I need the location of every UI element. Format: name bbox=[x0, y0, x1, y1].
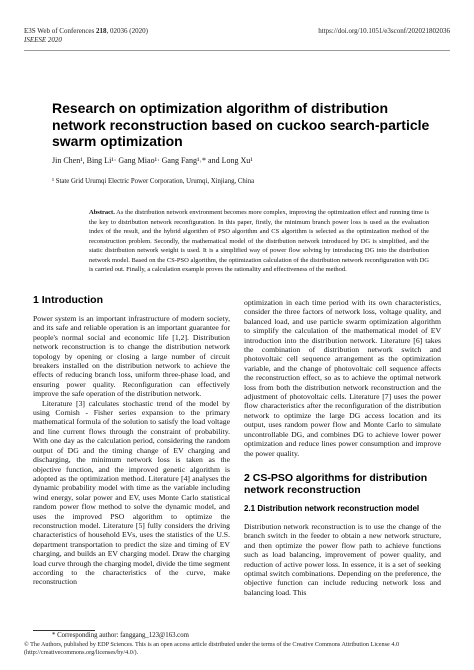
intro-paragraph-3: optimization in each time period with its own characteristics, consider the three factors of network loss, voltage quality, and balanced load, and use particle swarm optimization algorithm to simplify the calculation of the mathematical model of EV introduction into the distribution network. Literature [6] takes the combination of distribution network switch and photovoltaic cell sequence arrangement as the optimization variable, and the change of photovoltaic cell sequence affects the reconstruction effect, so as to achieve the optimal network loss from both the distribution network reconstruction and the adjustment of photovoltaic cells. Literature [7] uses the power flow characteristics after the reconfiguration of the distribution network to optimize the large DG access location and its output, uses random power flow and Monte Carlo to simulate uncontrollable DG, and combines DG to achieve lower power optimization and reduce lines power consumption and improve the power quality. bbox=[244, 298, 441, 458]
header-rule bbox=[24, 50, 450, 51]
abstract bbox=[89, 208, 429, 275]
paper-title: Research on optimization algorithm of distribution network reconstruction based on cuckoo search-particle swarm optimization bbox=[52, 100, 430, 149]
intro-paragraph-2: Literature [3] calculates stochastic trend of the model by using Cornish - Fisher series expansion to the primary mathematical formula of the solution to satisfy the load voltage and line current flows through the constraint of probability. With one day as the calculation period, considering the random output of DG and the timing change of EV charging and discharging, the minimum network loss is taken as the objective function, and the improved genetic algorithm is adopted as the optimization method. Literature [4] analyses the dynamic probability model with time as the variable including wind energy, solar power and EV, uses Monte Carlo statistical random power flow method to solve the dynamic model, and uses the improved PSO algorithm to optimize the reconstruction model. Literature [5] fully considers the driving characteristics of household EVs, uses the statistics of the U.S. department transportation to predict the size and timing of EV charging, and builds an EV charging model. Draw the charging load curve through the charging model, divide the time segment according to the characteristics of the curve, make reconstruction bbox=[33, 398, 230, 587]
section-heading-cs-pso: 2 CS-PSO algorithms for distribution network reconstruction bbox=[244, 471, 428, 496]
doi-link[interactable]: https://doi.org/10.1051/e3sconf/202021802036 bbox=[318, 27, 450, 35]
license-notice: © The Authors, published by EDP Sciences. This is an open access article distributed under the terms of the Creative Commons Attribution License 4.0 (http://creativecommons.org/licenses/by/4.0/). bbox=[24, 641, 400, 657]
article-number: , 02036 (2020) bbox=[106, 27, 148, 35]
event-name: ISEESE 2020 bbox=[24, 36, 62, 44]
right-column bbox=[244, 298, 441, 597]
footnote-rule bbox=[33, 630, 95, 631]
volume-number: 218 bbox=[96, 27, 107, 35]
abstract-label: Abstract. bbox=[89, 209, 115, 216]
left-column bbox=[33, 294, 230, 587]
journal-line bbox=[24, 27, 148, 36]
abstract-text: As the distribution network environment becomes more complex, improving the optimization effect and running time is the key to distribution network reconfiguration. In this paper, firstly, the minimum branch power loss is used as the evaluation index of the result, and the hybrid algorithm of PSO algorithm and CS algorithm is selected as the optimization method of the reconstruction problem. Secondly, the mathematical model of the distribution network introduced by DG is simplified, and the static distribution network weight is used. It is a simplified way of power flow solving by introducing DG into the distribution network model. Based on the CS-PSO algorithm, the optimization calculation of the distribution network reconfiguration with DG is carried out. Finally, a calculation example proves the rationality and effectiveness of the method. bbox=[89, 209, 429, 273]
corresponding-author-footnote: * Corresponding author: fanggang_123@163.com bbox=[52, 632, 189, 639]
section-heading-introduction: 1 Introduction bbox=[33, 294, 103, 306]
journal-name: E3S Web of Conferences bbox=[24, 27, 97, 35]
subsection-heading-model: 2.1 Distribution network reconstruction model bbox=[244, 503, 420, 513]
affiliation: ¹ State Grid Urumqi Electric Power Corporation, Urumqi, Xinjiang, China bbox=[52, 178, 255, 185]
intro-paragraph-1: Power system is an important infrastructure of modern society, and its safe and reliable operation is an important guarantee for people's normal social and economic life [1,2]. Distribution network reconstruction is to change the distribution network topology by opening or closing a large number of circuit breakers installed on the distribution network to achieve the effects of reducing branch loss, uniform three-phase load, and ensuring power quality. Reconfiguration can effectively improve the safe operation of the distribution network. bbox=[33, 314, 230, 399]
journal-info bbox=[24, 27, 148, 45]
author-list: Jin Chen¹, Bing Li¹· Gang Miao¹· Gang Fang¹˒* and Long Xu¹ bbox=[52, 156, 253, 165]
model-paragraph-1: Distribution network reconstruction is to use the change of the branch switch in the feeder to obtain a new network structure, and then optimize the power flow path to achieve functions such as load balancing, improvement of power quality, and reduction of active power loss. In essence, it is a set of seeking optimal switch combinations. Depending on the preference, the objective function can include reducing network loss and balancing load. This bbox=[244, 521, 441, 597]
